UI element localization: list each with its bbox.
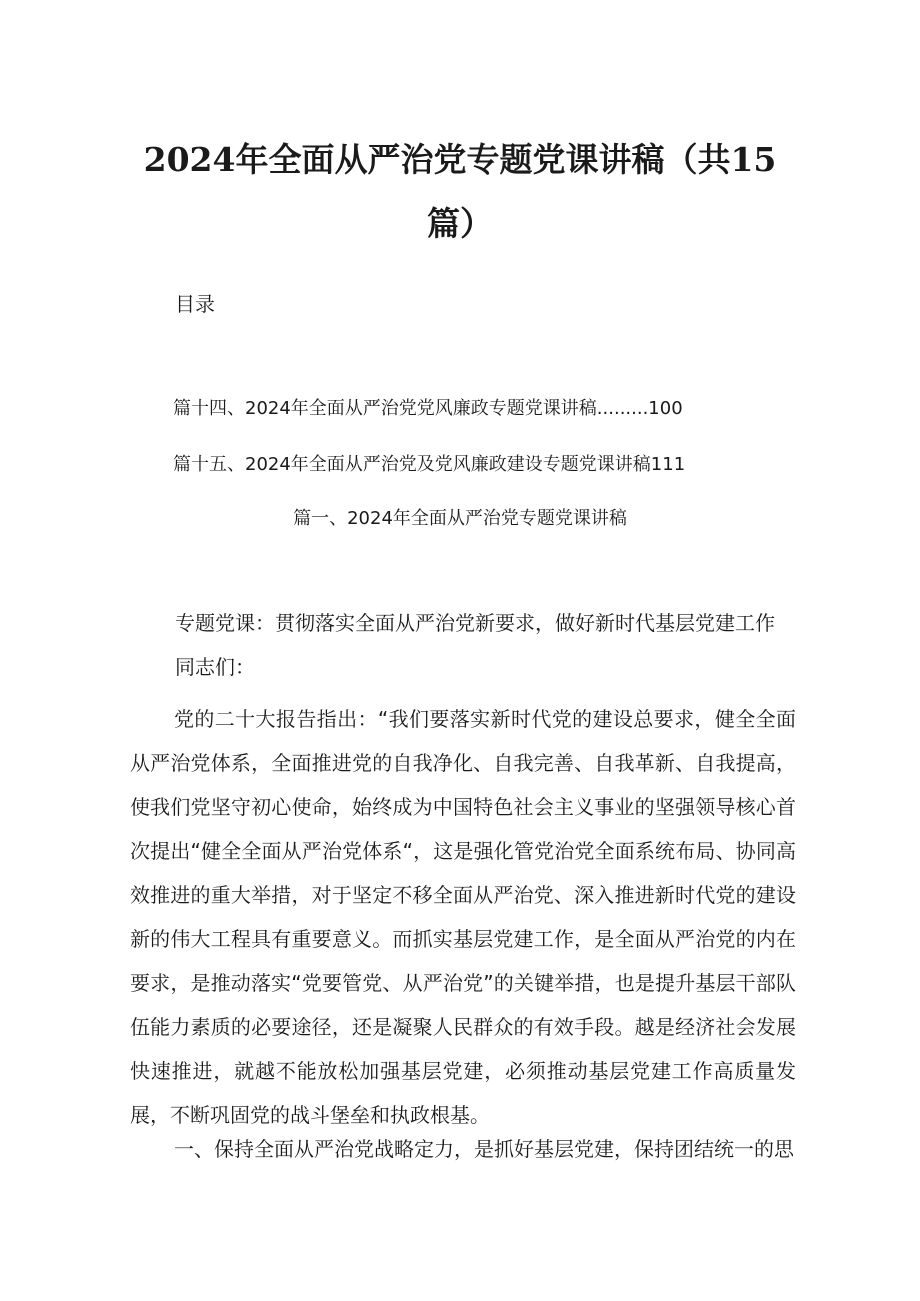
toc-item: 篇十五、2024年全面从严治党及党风廉政建设专题党课讲稿111 — [173, 454, 686, 475]
section-title: 篇一、2024年全面从严治党专题党课讲稿 — [293, 508, 627, 529]
toc-item: 篇十四、2024年全面从严治党党风廉政专题党课讲稿.........100 — [173, 398, 683, 419]
toc-heading: 目录 — [175, 292, 215, 316]
body-paragraph: 一、保持全面从严治党战略定力，是抓好基层党建，保持团结统一的思 — [174, 1137, 794, 1161]
document-title-line-2: 篇） — [427, 204, 493, 243]
document-title-line-1: 2024年全面从严治党专题党课讲稿（共15 — [143, 140, 777, 179]
body-paragraph: 党的二十大报告指出：“我们要落实新时代党的建设总要求，健全全面从严治党体系，全面推进党的自我净化、自我完善、自我革新、自我提高，使我们党坚守初心使命，始终成为中国特色社会主义事业的坚强领导核心首次提出“健全全面从严治党体系“，这是强化管党治党全面系统布局、协同高效推进的重大举措，对于坚定不移全面从严治党、深入推进新时代党的建设新的伟大工程具有重要意义。而抓实基层党建工作，是全面从严治党的内在要求，是推动落实“党要管党、从严治党”的关键举措，也是提升基层干部队伍能力素质的必要途径，还是凝聚人民群众的有效手段。越是经济社会发展快速推进，就越不能放松加强基层党建，必须推动基层党建工作高质量发展，不断巩固党的战斗堡垒和执政根基。 — [130, 707, 796, 1127]
subject-line: 专题党课：贯彻落实全面从严治党新要求，做好新时代基层党建工作 — [175, 611, 775, 635]
greeting: 同志们： — [175, 655, 255, 679]
